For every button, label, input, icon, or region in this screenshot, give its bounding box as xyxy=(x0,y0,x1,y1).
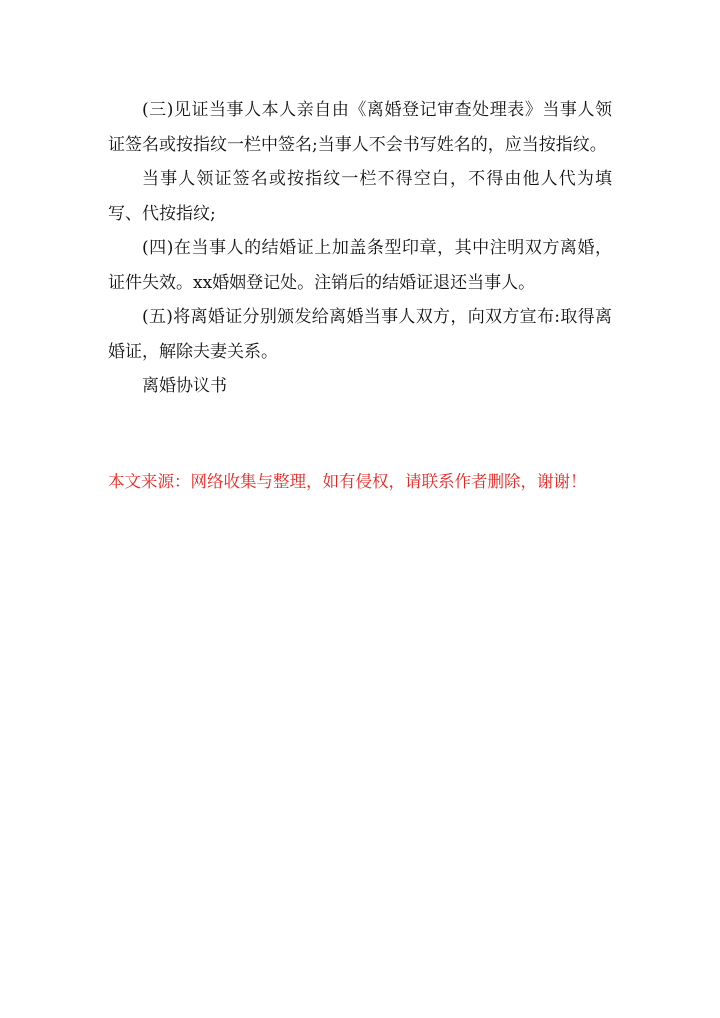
document-body xyxy=(108,93,612,404)
paragraph-signature-rule: 当事人领证签名或按指纹一栏不得空白，不得由他人代为填写、代按指纹; xyxy=(108,169,612,224)
source-note: 本文来源：网络收集与整理，如有侵权，请联系作者删除，谢谢！ xyxy=(108,472,587,491)
paragraph-4: (四)在当事人的结婚证上加盖条型印章，其中注明双方离婚，证件失效。xx婚姻登记处。注销后的结婚证退还当事人。 xyxy=(108,238,612,293)
paragraph-3: (三)见证当事人本人亲自由《离婚登记审查处理表》当事人领证签名或按指纹一栏中签名;当事人不会书写姓名的，应当按指纹。 xyxy=(108,100,612,155)
paragraph-5: (五)将离婚证分别颁发给离婚当事人双方，向双方宣布:取得离婚证，解除夫妻关系。 xyxy=(108,307,612,362)
closing-title: 离婚协议书 xyxy=(142,376,227,396)
